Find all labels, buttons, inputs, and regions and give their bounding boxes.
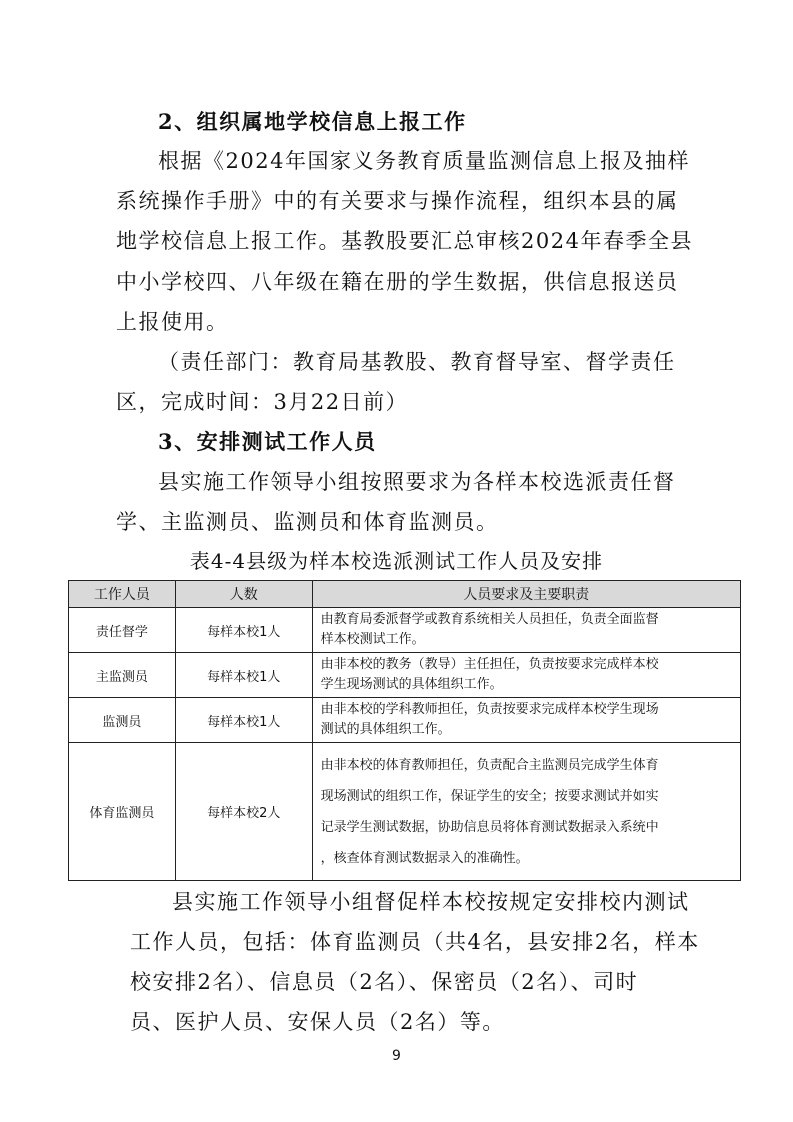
row-duty [312, 743, 740, 881]
section-2-line-5: 上报使用。 [116, 310, 229, 334]
closing-line-4: 员、医护人员、安保人员（2名）等。 [130, 1010, 505, 1034]
responsibility-line-2: 区，完成时间：3月22日前） [116, 390, 409, 414]
duty-line: 由教育局委派督学或教育系统相关人员担任，负责全面监督 [320, 612, 659, 627]
duty-line: 由非本校的学科教师担任，负责按要求完成样本校学生现场 [320, 702, 659, 717]
table-row [69, 743, 741, 881]
row-count: 每样本校1人 [175, 653, 312, 698]
section-3-line-1: 县实施工作领导小组按照要求为各样本校选派责任督 [158, 470, 676, 494]
row-duty [312, 698, 740, 743]
row-count: 每样本校1人 [175, 698, 312, 743]
section-2-line-2: 系统操作手册》中的有关要求与操作流程，组织本县的属 [116, 189, 679, 213]
section-3-line-2: 学、主监测员、监测员和体育监测员。 [116, 510, 499, 534]
header-duty: 人员要求及主要职责 [312, 581, 740, 608]
row-role: 监测员 [69, 698, 176, 743]
duty-line: 学生现场测试的具体组织工作。 [320, 677, 503, 692]
table-caption: 表4-4县级为样本校选派测试工作人员及安排 [189, 549, 604, 573]
row-duty [312, 608, 740, 653]
table-row [69, 698, 741, 743]
table-row [69, 653, 741, 698]
closing-line-1: 县实施工作领导小组督促样本校按规定安排校内测试 [172, 890, 690, 914]
section-2-line-1: 根据《2024年国家义务教育质量监测信息上报及抽样 [158, 149, 690, 173]
row-duty [312, 653, 740, 698]
duty-line: 由非本校的体育教师担任，负责配合主监测员完成学生体育 [320, 757, 659, 773]
section-2-line-3: 地学校信息上报工作。基教股要汇总审核2024年春季全县 [116, 229, 693, 253]
table-header-row [69, 581, 741, 608]
row-role: 体育监测员 [69, 743, 176, 881]
row-role: 责任督学 [69, 608, 176, 653]
duty-line: 记录学生测试数据，协助信息员将体育测试数据录入系统中 [320, 819, 659, 835]
page-number: 9 [392, 1048, 401, 1064]
duty-line: ，核查体育测试数据录入的准确性。 [320, 850, 529, 866]
duty-line: 测试的具体组织工作。 [320, 722, 451, 737]
responsibility-line-1: （责任部门：教育局基教股、教育督导室、督学责任 [158, 350, 676, 374]
section-2-line-4: 中小学校四、八年级在籍在册的学生数据，供信息报送员 [116, 270, 679, 294]
closing-line-2: 工作人员，包括：体育监测员（共4名，县安排2名，样本 [130, 930, 700, 954]
header-role: 工作人员 [69, 581, 176, 608]
row-count: 每样本校1人 [175, 608, 312, 653]
row-count: 每样本校2人 [175, 743, 312, 881]
table-row [69, 608, 741, 653]
duty-line: 样本校测试工作。 [320, 632, 425, 647]
duty-line: 由非本校的教务（教导）主任担任，负责按要求完成样本校 [320, 657, 659, 672]
section-2-heading: 2、组织属地学校信息上报工作 [158, 109, 467, 134]
section-3-heading: 3、安排测试工作人员 [158, 429, 377, 454]
header-count: 人数 [175, 581, 312, 608]
duty-line: 现场测试的组织工作，保证学生的安全；按要求测试并如实 [320, 788, 659, 804]
row-role: 主监测员 [69, 653, 176, 698]
staff-table [68, 580, 741, 881]
closing-line-3: 校安排2名）、信息员（2名）、保密员（2名）、司时 [130, 970, 639, 994]
